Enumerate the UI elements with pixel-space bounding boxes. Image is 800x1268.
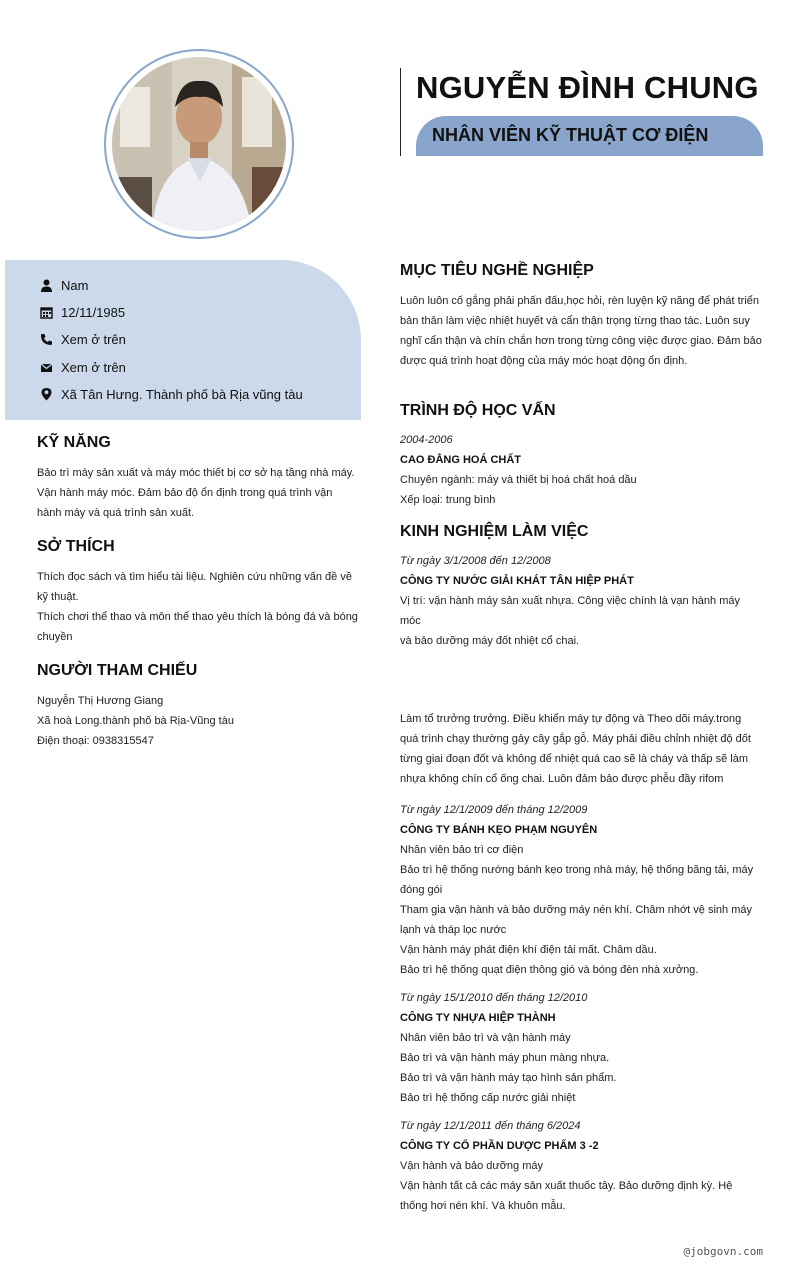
job-entry <box>400 800 763 980</box>
job-company: CÔNG TY BÁNH KẸO PHẠM NGUYÊN <box>400 824 598 836</box>
hobbies-body <box>37 567 362 647</box>
hobbies-line: chuyền <box>37 631 73 643</box>
objective-line: được quá trình hoạt động của máy móc hoạt động ổn định. <box>400 355 688 367</box>
job-period: Từ ngày 3/1/2008 đến 12/2008 <box>400 555 551 567</box>
job-line: Tham gia vận hành và bảo dưỡng máy nén khí. Châm nhớt vệ sinh máy <box>400 904 752 916</box>
job-company: CÔNG TY NƯỚC GIẢI KHÁT TÂN HIỆP PHÁT <box>400 575 634 587</box>
birthday-text: 12/11/1985 <box>61 304 126 320</box>
job-line: Vận hành tất cả các máy sản xuất thuốc tây. Bảo dưỡng định kỳ. Hệ <box>400 1180 733 1192</box>
job-line: Bảo trì hệ thống quạt điện thông gió và bóng đèn nhà xưởng. <box>400 964 699 976</box>
job-line: Vận hành và bảo dưỡng máy <box>400 1160 544 1172</box>
education-major: Chuyên ngành: máy và thiết bị hoá chất hoá dầu <box>400 474 637 486</box>
contact-birthday <box>38 302 125 322</box>
gender-text: Nam <box>61 277 89 293</box>
footer-watermark[interactable]: @jobgovn.com <box>683 1245 763 1258</box>
job-line: Bảo trì và vận hành máy phun màng nhựa. <box>400 1052 610 1064</box>
calendar-icon <box>38 304 54 320</box>
skills-line: Bảo trì máy sản xuất và máy móc thiết bị cơ sở hạ tầng nhà máy. <box>37 467 355 479</box>
skills-line: Vận hành máy móc. Đảm bảo độ ổn định trong quá trình vận <box>37 487 333 499</box>
person-icon <box>38 277 54 293</box>
job-line: đóng gói <box>400 884 443 896</box>
job-line: Vận hành máy phát điện khí điện tải mất. Châm dầu. <box>400 944 657 956</box>
header-divider <box>400 68 401 156</box>
phone-text: Xem ở trên <box>61 331 126 347</box>
job-line: Làm tổ trưởng trưởng. Điều khiển máy tự động và Theo dõi máy.trong <box>400 713 742 725</box>
references-body <box>37 691 362 751</box>
hobbies-line: Thích chơi thể thao và môn thể thao yêu thích là bóng đá và bóng <box>37 611 358 623</box>
email-text: Xem ở trên <box>61 359 126 375</box>
job-company: CÔNG TY NHỰA HIỆP THÀNH <box>400 1012 556 1024</box>
job-company: CÔNG TY CỔ PHẦN DƯỢC PHẨM 3 -2 <box>400 1140 599 1152</box>
objective-line: nghĩ cẩn thận và chín chắn hơn trong từng công việc được giao. Đảm bảo <box>400 335 762 347</box>
skills-heading: KỸ NĂNG <box>37 434 111 451</box>
job-line: từng giai đoạn đốt và không để nhiệt quá cao sẽ là cháy và thấp sẽ làm <box>400 753 748 765</box>
contact-email <box>38 357 126 377</box>
job-line: nhựa không chín cổ ống chai. Luôn đảm bảo được phễu đầy rifom <box>400 773 724 785</box>
reference-name: Nguyễn Thị Hương Giang <box>37 695 164 707</box>
experience-heading: KINH NGHIỆM LÀM VIỆC <box>400 523 589 540</box>
job-extra-description <box>400 709 763 789</box>
job-entry <box>400 988 763 1108</box>
objective-heading: MỤC TIÊU NGHỀ NGHIỆP <box>400 262 594 279</box>
reference-address: Xã hoà Long.thành phố bà Rịa-Vũng tàu <box>37 715 234 727</box>
job-line: Nhân viên bảo trì và vận hành máy <box>400 1032 571 1044</box>
objective-line: Luôn luôn cố gắng phải phấn đấu,học hỏi, rèn luyện kỹ năng để phát triển <box>400 295 759 307</box>
job-period: Từ ngày 15/1/2010 đến tháng 12/2010 <box>400 992 588 1004</box>
contact-address <box>38 384 303 404</box>
references-heading: NGƯỜI THAM CHIẾU <box>37 662 198 679</box>
envelope-icon <box>38 359 54 375</box>
skills-line: hành máy và quá trình sản xuất. <box>37 507 195 519</box>
education-body <box>400 430 763 510</box>
education-period: 2004-2006 <box>400 434 453 446</box>
contact-gender <box>38 275 88 295</box>
candidate-name: NGUYỄN ĐÌNH CHUNG <box>416 70 759 105</box>
job-line: Bảo trì hệ thống nướng bánh kẹo trong nhà máy, hệ thống băng tải, máy <box>400 864 754 876</box>
objective-body <box>400 291 763 371</box>
skills-body <box>37 463 362 523</box>
objective-line: bản thân làm việc nhiệt huyết và cẩn thận trọng từng thao tác. Luôn suy <box>400 315 750 327</box>
job-title: NHÂN VIÊN KỸ THUẬT CƠ ĐIỆN <box>432 125 709 145</box>
address-text: Xã Tân Hưng. Thành phố bà Rịa vũng tàu <box>61 386 303 402</box>
contact-phone <box>38 329 126 349</box>
hobbies-heading: SỞ THÍCH <box>37 538 115 555</box>
phone-icon <box>38 331 54 347</box>
education-heading: TRÌNH ĐỘ HỌC VẤN <box>400 402 556 419</box>
job-line: Bảo trì hệ thống cấp nước giải nhiệt <box>400 1092 576 1104</box>
education-grade: Xếp loại: trung bình <box>400 494 496 506</box>
job-line: và bảo dưỡng máy đốt nhiệt cổ chai. <box>400 635 580 647</box>
job-title-band <box>416 116 763 156</box>
job-line: Nhân viên bảo trì cơ điện <box>400 844 524 856</box>
hobbies-line: Thích đọc sách và tìm hiểu tài liệu. Nghiên cứu những vấn đề về <box>37 571 352 583</box>
location-pin-icon <box>38 386 54 402</box>
job-period: Từ ngày 12/1/2009 đến tháng 12/2009 <box>400 804 588 816</box>
avatar <box>112 57 286 231</box>
job-entry <box>400 551 763 651</box>
education-school: CAO ĐẲNG HOÁ CHẤT <box>400 454 521 466</box>
job-period: Từ ngày 12/1/2011 đến tháng 6/2024 <box>400 1120 581 1132</box>
job-line: Vị trí: vận hành máy sản xuất nhựa. Công việc chính là vạn hành máy móc <box>400 595 741 627</box>
hobbies-line: kỹ thuật. <box>37 591 79 603</box>
job-line: thống hơi nén khí. Và khuôn mẫu. <box>400 1200 566 1212</box>
reference-phone: Điện thoại: 0938315547 <box>37 735 154 747</box>
job-line: Bảo trì và vận hành máy tạo hình sản phẩm. <box>400 1072 617 1084</box>
job-line: quá trình chạy thường gảy cây gắp gỗ. Máy phải điều chỉnh nhiệt độ đốt <box>400 733 751 745</box>
job-entry <box>400 1116 763 1216</box>
job-line: lạnh và tháp lọc nước <box>400 924 507 936</box>
